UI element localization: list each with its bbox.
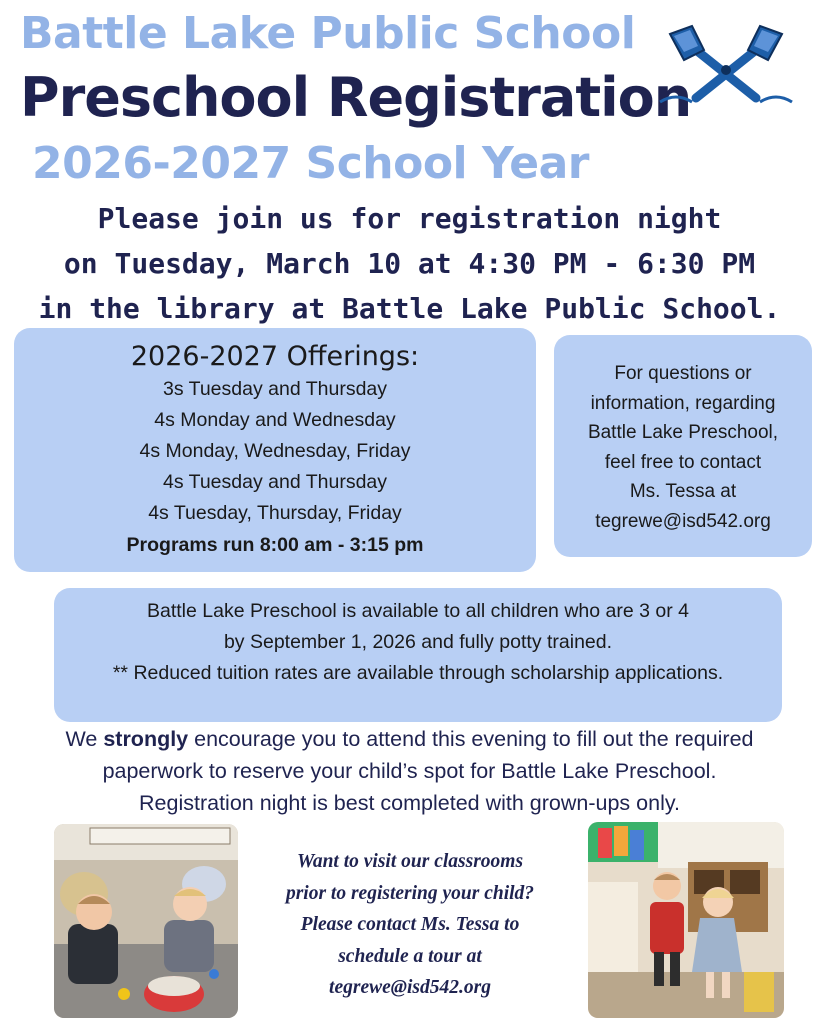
- offerings-heading: 2026-2027 Offerings:: [130, 341, 420, 372]
- offering-item: 4s Monday, Wednesday, Friday: [139, 440, 411, 462]
- contact-line: For questions or: [614, 363, 752, 384]
- program-hours: Programs run 8:00 am - 3:15 pm: [126, 534, 424, 556]
- contact-line: Ms. Tessa at: [629, 481, 737, 502]
- intro-line: in the library at Battle Lake Public School.: [38, 292, 781, 325]
- tour-line: Please contact Ms. Tessa to: [300, 914, 520, 935]
- crossed-axes-logo: [660, 26, 792, 102]
- encourage-pre: We: [65, 727, 104, 751]
- offerings-box: [14, 328, 536, 572]
- intro-line: Please join us for registration night: [97, 202, 722, 235]
- tour-line: schedule a tour at: [338, 945, 482, 967]
- school-year-heading: 2026-2027 School Year: [32, 138, 590, 189]
- tour-line: Want to visit our classrooms: [296, 851, 524, 872]
- contact-line: Battle Lake Preschool,: [587, 422, 779, 443]
- offering-item: 4s Tuesday and Thursday: [162, 471, 388, 493]
- contact-line: information, regarding: [590, 392, 776, 414]
- encourage-post: encourage you to attend this evening to fill out the required: [188, 727, 754, 751]
- encourage-line: Registration night is best completed with grown-ups only.: [139, 791, 680, 815]
- offering-item: 4s Monday and Wednesday: [154, 409, 396, 431]
- encourage-emphasis: strongly: [103, 727, 189, 751]
- crossed-axes-icon: [656, 20, 796, 116]
- intro-line: on Tuesday, March 10 at 4:30 PM - 6:30 PM: [63, 247, 756, 280]
- school-name-heading: Battle Lake Public School: [20, 8, 636, 59]
- encourage-line: paperwork to reserve your child’s spot for Battle Lake Preschool.: [102, 759, 717, 783]
- encouragement-text: [0, 723, 819, 819]
- encourage-line: [0, 723, 819, 755]
- contact-line: feel free to contact: [604, 451, 762, 473]
- scholarship-note: ** Reduced tuition rates are available through scholarship applications.: [112, 662, 724, 684]
- eligibility-box: [54, 588, 782, 722]
- tour-line: prior to registering your child?: [285, 882, 535, 904]
- eligibility-line: by September 1, 2026 and fully potty trained.: [223, 631, 613, 653]
- offering-item: 3s Tuesday and Thursday: [162, 378, 388, 400]
- contact-box: [554, 335, 812, 557]
- eligibility-line: Battle Lake Preschool is available to all children who are 3 or 4: [147, 600, 689, 622]
- offering-item: 4s Tuesday, Thursday, Friday: [148, 502, 402, 524]
- tour-email: tegrewe@isd542.org: [329, 977, 491, 998]
- tour-invitation: [240, 846, 580, 1004]
- classroom-children-photo: [588, 822, 784, 1018]
- children-playing-photo: [54, 824, 238, 1018]
- contact-email: tegrewe@isd542.org: [595, 510, 771, 532]
- registration-night-intro: [0, 196, 819, 331]
- page-title: Preschool Registration: [20, 66, 692, 129]
